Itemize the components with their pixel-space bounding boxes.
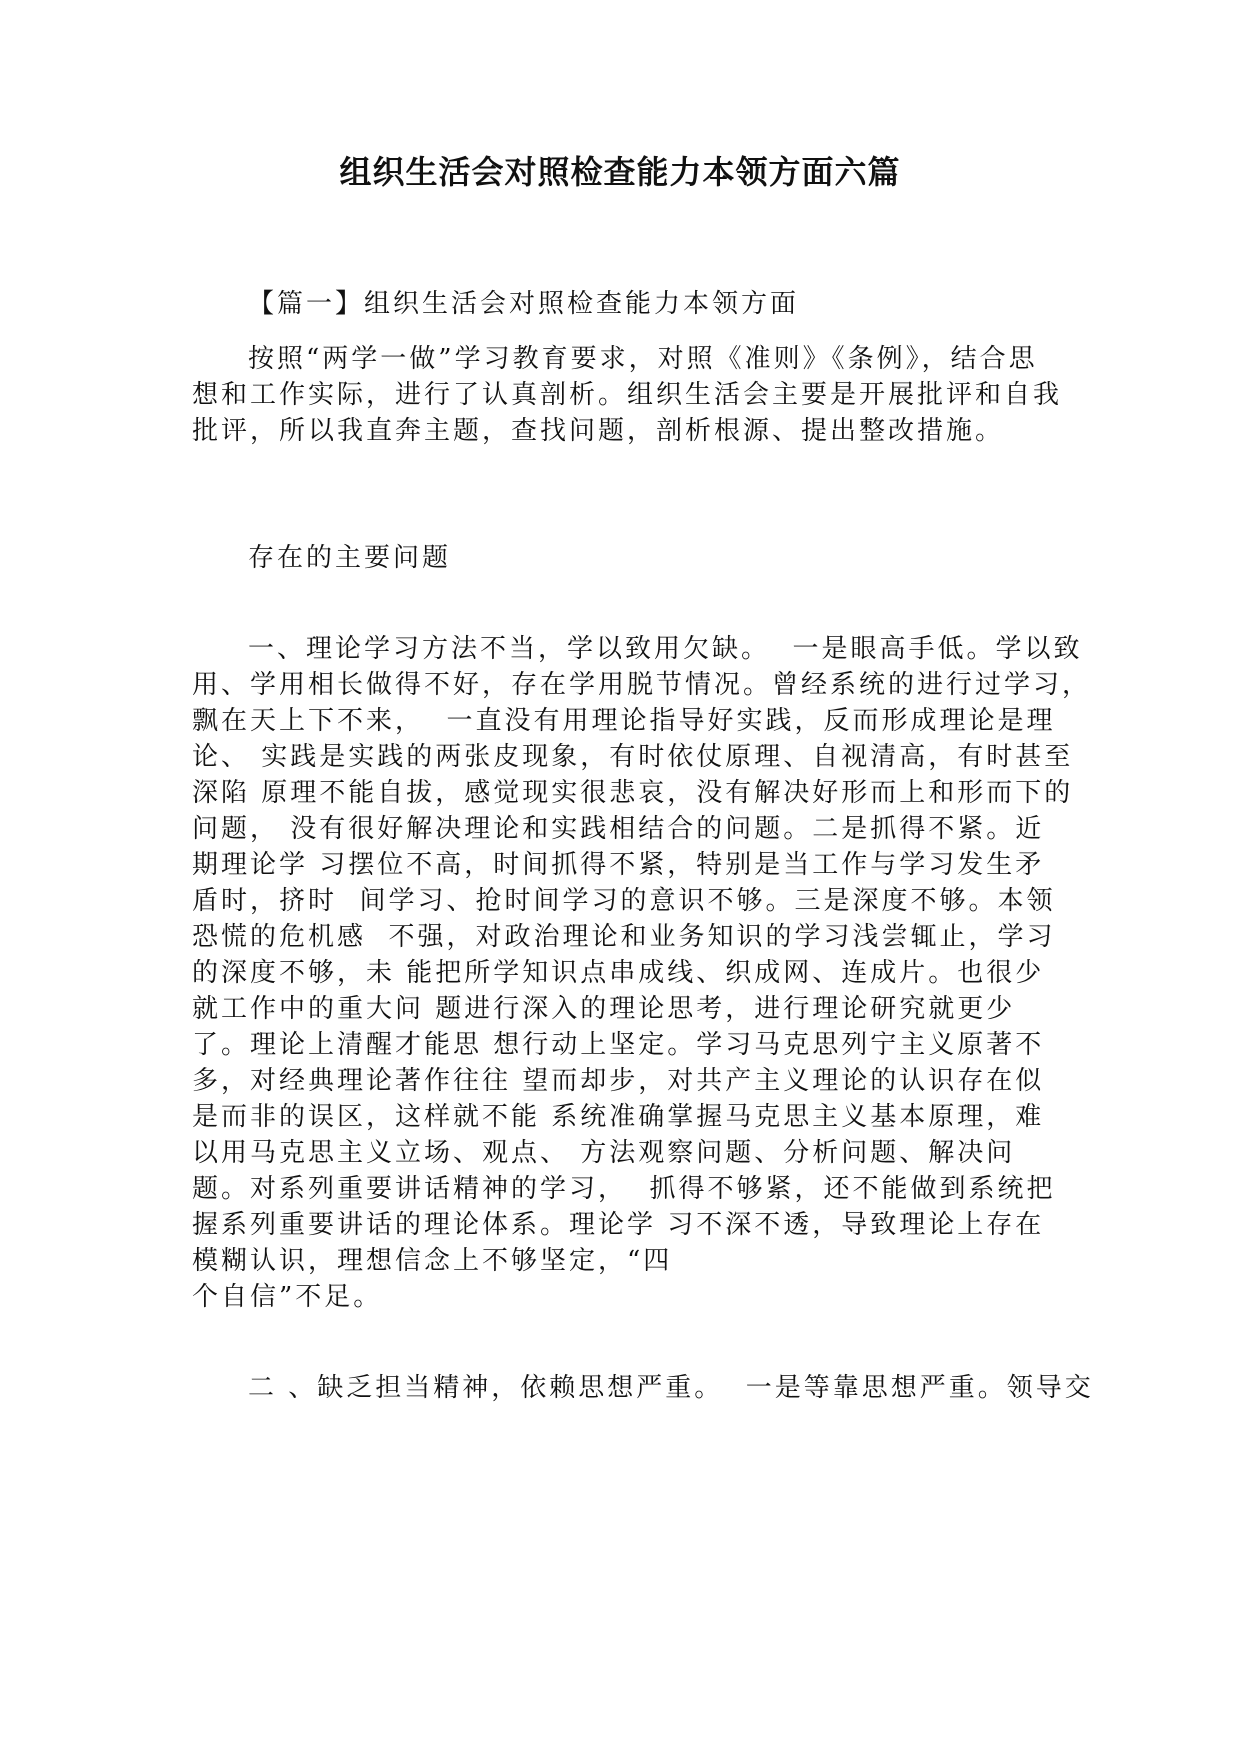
subheading-main-problems: 存在的主要问题 <box>248 543 452 573</box>
paragraph-line: 恐慌的危机感 不强，对政治理论和业务知识的学习浅尝辄止，学习 <box>192 922 1056 952</box>
document-title: 组织生活会对照检查能力本领方面六篇 <box>339 153 901 191</box>
paragraph-line: 的深度不够，未 能把所学知识点串成线、织成网、连成片。也很少 <box>192 958 1045 988</box>
paragraph-line: 按照“两学一做”学习教育要求，对照《准则》《条例》，结合思 <box>248 344 1038 374</box>
paragraph-line: 就工作中的重大问 题进行深入的理论思考，进行理论研究就更少 <box>192 994 1016 1024</box>
paragraph-line: 批评，所以我直奔主题，查找问题，剖析根源、提出整改措施。 <box>192 416 1005 446</box>
paragraph-line: 用、学用相长做得不好，存在学用脱节情况。曾经系统的进行过学习， <box>192 670 1092 700</box>
paragraph-line: 论、 实践是实践的两张皮现象，有时依仗原理、自视清高，有时甚至 <box>192 742 1074 772</box>
paragraph-line: 以用马克思主义立场、观点、 方法观察问题、分析问题、解决问 <box>192 1138 1016 1168</box>
paragraph-line: 问题， 没有很好解决理论和实践相结合的问题。二是抓得不紧。近 <box>192 814 1045 844</box>
paragraph-line: 多，对经典理论著作往往 望而却步，对共产主义理论的认识存在似 <box>192 1066 1045 1096</box>
paragraph-line: 是而非的误区，这样就不能 系统准确掌握马克思主义基本原理，难 <box>192 1102 1045 1132</box>
paragraph-line: 深陷 原理不能自拔，感觉现实很悲哀，没有解决好形而上和形而下的 <box>192 778 1074 808</box>
paragraph-line: 题。对系列重要讲话精神的学习， 抓得不够紧，还不能做到系统把 <box>192 1174 1056 1204</box>
paragraph-line: 期理论学 习摆位不高，时间抓得不紧，特别是当工作与学习发生矛 <box>192 850 1045 880</box>
paragraph-line: 握系列重要讲话的理论体系。理论学 习不深不透，导致理论上存在 <box>192 1210 1045 1240</box>
paragraph-line: 飘在天上下不来， 一直没有用理论指导好实践，反而形成理论是理 <box>192 706 1056 736</box>
paragraph-line: 二 、缺乏担当精神，依赖思想严重。 一是等靠思想严重。领导交 <box>248 1373 1094 1403</box>
paragraph-line: 了。理论上清醒才能思 想行动上坚定。学习马克思列宁主义原著不 <box>192 1030 1045 1060</box>
paragraph-line: 想和工作实际，进行了认真剖析。组织生活会主要是开展批评和自我 <box>192 380 1063 410</box>
paragraph-line: 一、理论学习方法不当，学以致用欠缺。 一是眼高手低。学以致 <box>248 634 1083 664</box>
paragraph-line: 盾时，挤时 间学习、抢时间学习的意识不够。三是深度不够。本领 <box>192 886 1056 916</box>
paragraph-line: 模糊认识，理想信念上不够坚定，“四 <box>192 1246 673 1276</box>
paragraph-line: 个自信”不足。 <box>192 1282 383 1312</box>
section-heading: 【篇一】组织生活会对照检查能力本领方面 <box>248 289 800 319</box>
